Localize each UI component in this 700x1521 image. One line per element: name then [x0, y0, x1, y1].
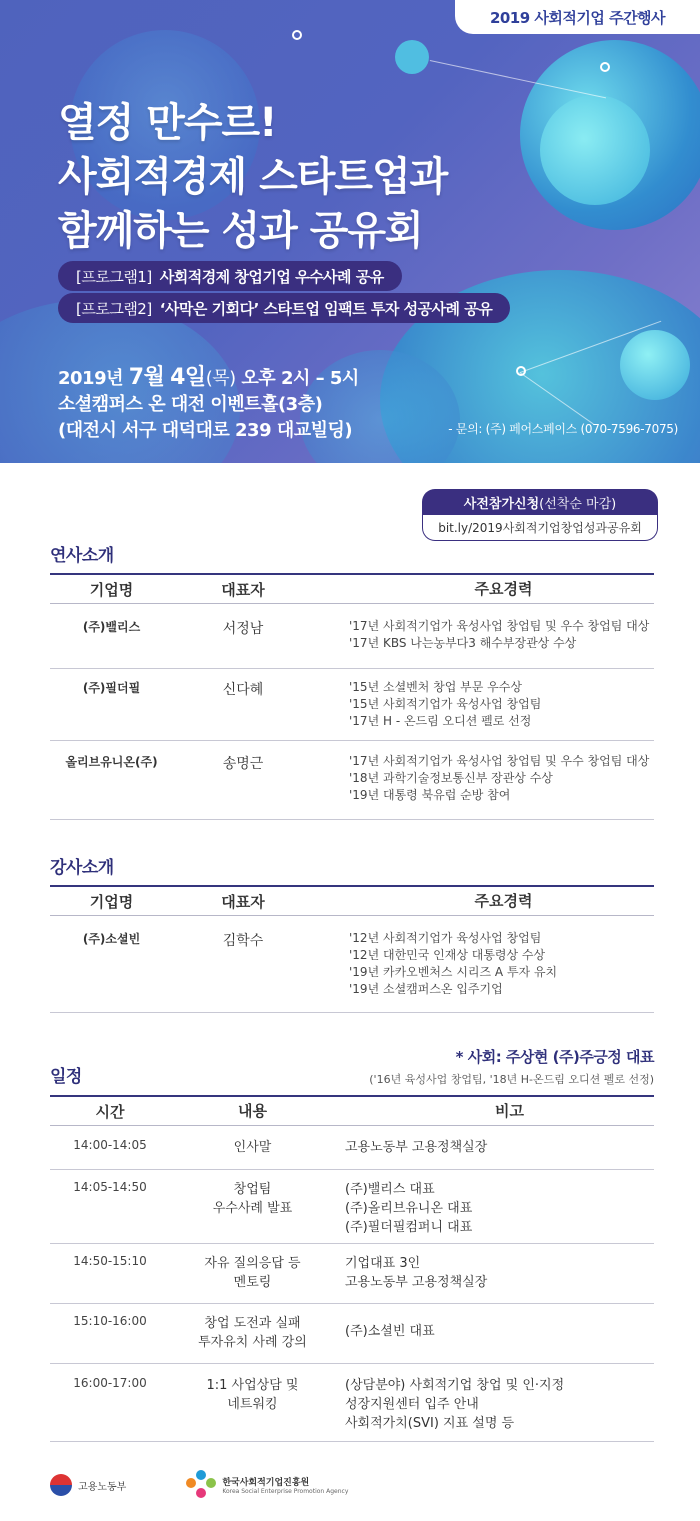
table-row: 15:10-16:00 창업 도전과 실패 투자유치 사례 강의 (주)소셜빈 대표	[50, 1304, 654, 1364]
lecturers-table	[50, 885, 654, 1013]
speakers-title: 연사소개	[50, 546, 114, 566]
program-2-pill	[58, 293, 510, 323]
program-1-pill	[58, 261, 402, 291]
schedule-table	[50, 1095, 654, 1442]
schedule-title: 일정	[50, 1067, 82, 1087]
program-1-tag: [프로그램1]	[76, 267, 152, 286]
decor-dot	[600, 62, 610, 72]
decor-circle	[540, 95, 650, 205]
ministry-logo: 고용노동부	[50, 1474, 126, 1496]
hero-banner	[0, 0, 700, 463]
event-badge: 2019 사회적기업 주간행사	[455, 0, 700, 34]
host-info: * 사회: 주상현 (주)주긍정 대표 ('16년 육성사업 창업팀, '18년 H-온드림 오디션 펠로 선정)	[369, 1048, 654, 1086]
event-venue: 소셜캠퍼스 온 대전 이벤트홀(3층)	[58, 394, 323, 415]
table-row: 14:50-15:10 자유 질의응답 등 멘토링 기업대표 3인 고용노동부 고용정책실장	[50, 1244, 654, 1304]
program-2-title: ‘사막은 기회다’ 스타트업 임팩트 투자 성공사례 공유	[159, 299, 493, 318]
headline-line-1: 열정 만수르!	[58, 100, 277, 146]
lecturers-title: 강사소개	[50, 858, 114, 878]
program-1-title: 사회적경제 창업기업 우수사례 공유	[159, 267, 384, 286]
kosea-mark-icon	[186, 1470, 216, 1500]
event-address: (대전시 서구 대덕대로 239 대교빌딩)	[58, 420, 353, 441]
table-header: 기업명 대표자 주요경력	[50, 573, 654, 604]
taegeuk-icon	[50, 1474, 72, 1496]
table-row: 14:05-14:50 창업팀 우수사례 발표 (주)밸리스 대표 (주)올리브유니온 대표 (주)필더필컴퍼니 대표	[50, 1170, 654, 1244]
table-header: 시간 내용 비고	[50, 1095, 654, 1126]
event-info	[58, 365, 359, 444]
kosea-logo: 한국사회적기업진흥원 Korea Social Enterprise Promotion Agency	[186, 1470, 348, 1500]
speakers-table	[50, 573, 654, 820]
table-row: (주)소셜빈 김학수 '12년 사회적기업가 육성사업 창업팀 '12년 대한민국 인재상 대통령상 수상 '19년 카카오벤처스 시리즈 A 투자 유치 '19년 소셜캠퍼스온 입주기업	[50, 916, 654, 1013]
registration-box[interactable]	[422, 489, 658, 541]
table-header: 기업명 대표자 주요경력	[50, 885, 654, 916]
decor-circle	[620, 330, 690, 400]
footer-logos	[50, 1465, 348, 1505]
table-row: (주)필더필 신다혜 '15년 소셜벤처 창업 부문 우수상 '15년 사회적기업가 육성사업 창업팀 '17년 H - 온드림 오디션 펠로 선정	[50, 669, 654, 741]
decor-circle	[395, 40, 429, 74]
table-row: 16:00-17:00 1:1 사업상담 및 네트워킹 (상담분야) 사회적기업 창업 및 인·지정 성장지원센터 입주 안내 사회적가치(SVI) 지표 설명 등	[50, 1364, 654, 1442]
program-2-tag: [프로그램2]	[76, 299, 152, 318]
table-row: 올리브유니온(주) 송명근 '17년 사회적기업가 육성사업 창업팀 및 우수 창업팀 대상 '18년 과학기술정보통신부 장관상 수상 '19년 대통령 북유럽 순방 참여	[50, 741, 654, 820]
headline-line-3: 함께하는 성과 공유회	[58, 208, 423, 254]
contact-info: - 문의: (주) 페어스페이스 (070-7596-7075)	[448, 422, 678, 436]
registration-title: 사전참가신청 (선착순 마감)	[422, 489, 658, 515]
registration-link[interactable]: bit.ly/2019사회적기업창업성과공유회	[422, 515, 658, 541]
headline-line-2: 사회적경제 스타트업과	[58, 154, 448, 200]
headline	[58, 96, 447, 258]
event-date: 2019년 7월 4일(목) 오후 2시 – 5시	[58, 365, 359, 390]
decor-dot	[516, 366, 526, 376]
table-row: (주)밸리스 서정남 '17년 사회적기업가 육성사업 창업팀 및 우수 창업팀 대상 '17년 KBS 나는농부다3 해수부장관상 수상	[50, 604, 654, 669]
table-row: 14:00-14:05 인사말 고용노동부 고용정책실장	[50, 1126, 654, 1170]
decor-dot	[292, 30, 302, 40]
